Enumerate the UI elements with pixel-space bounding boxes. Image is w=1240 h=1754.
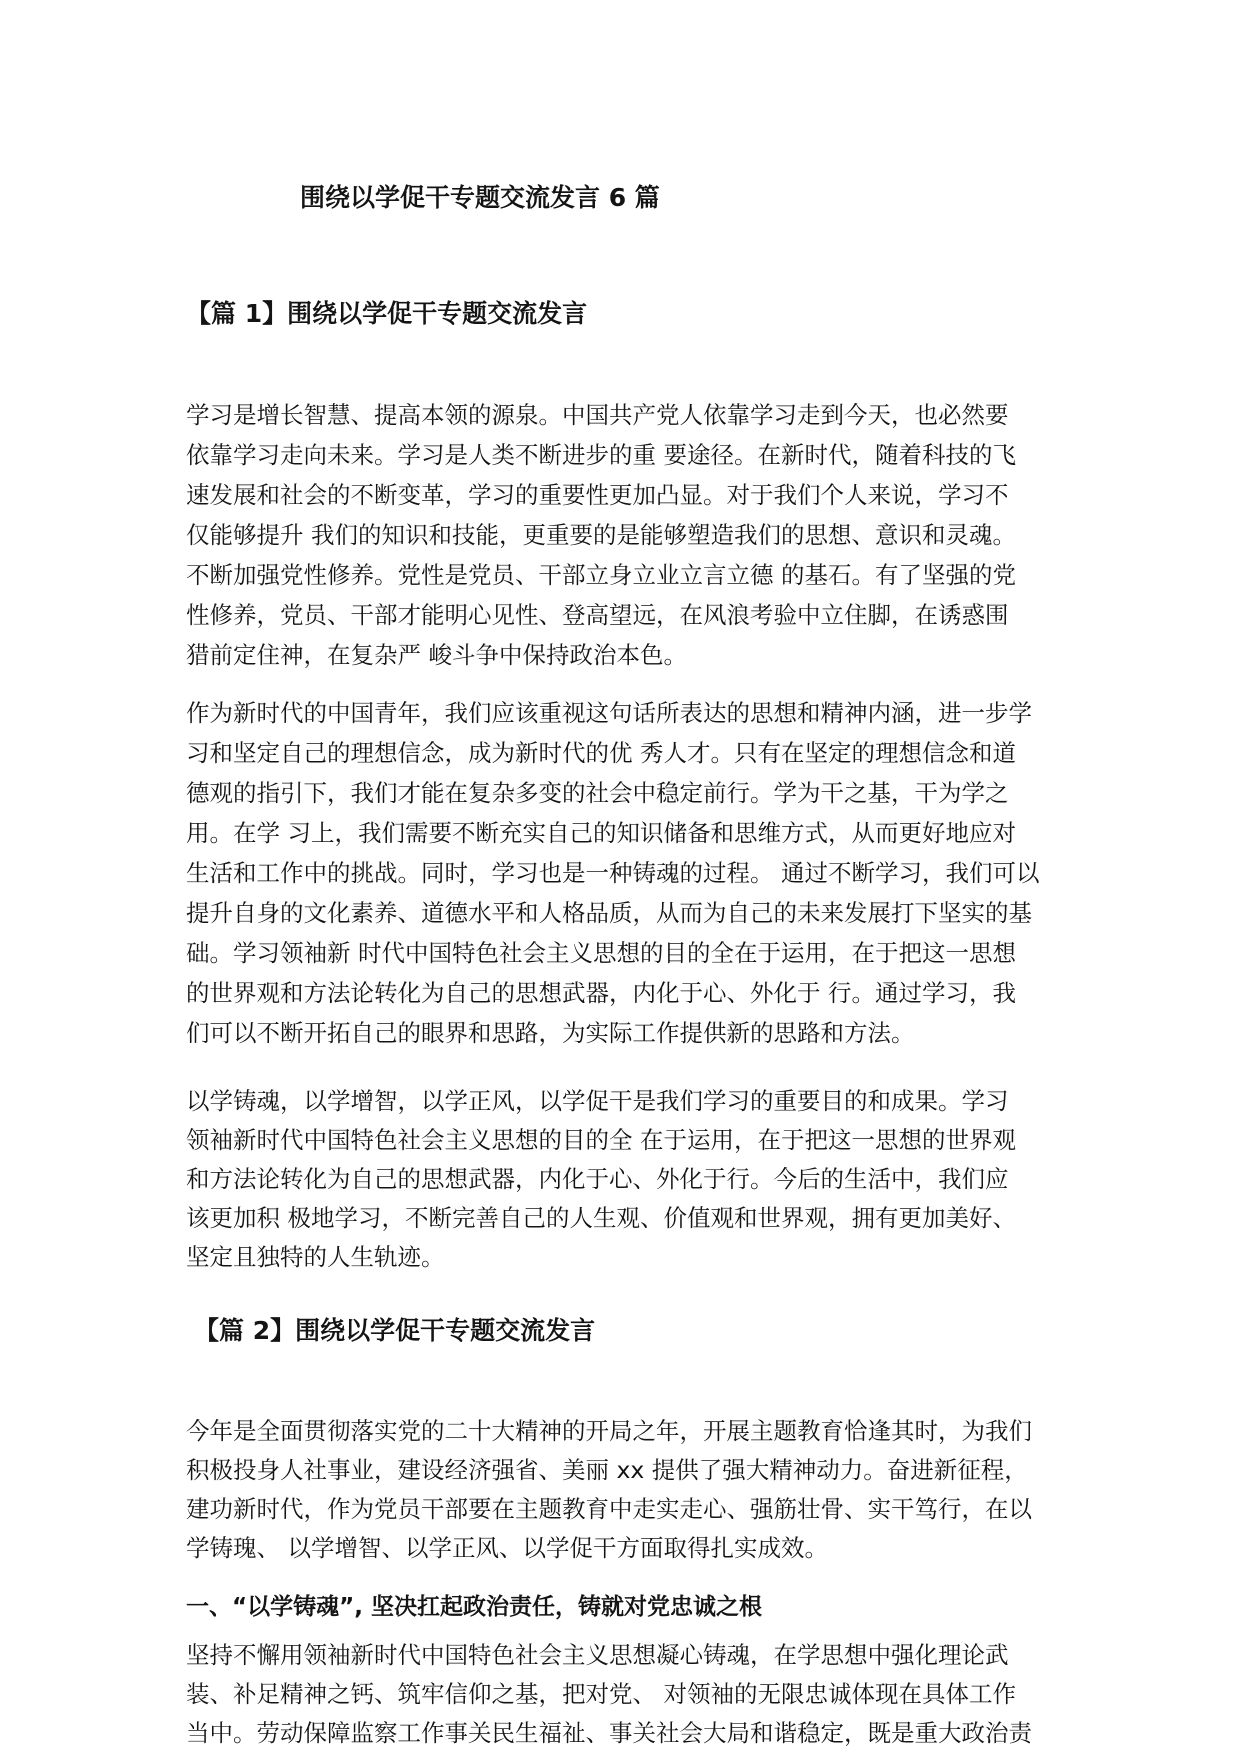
section-1-paragraph-3 [186,1082,1016,1277]
text-line: 坚持不懈用领袖新时代中国特色社会主义思想凝心铸魂，在学思想中强化理论武 [186,1641,1009,1669]
text-line: 不断加强党性修养。党性是党员、干部立身立业立言立德 的基石。有了坚强的党 [186,561,1016,589]
text-line: 该更加积 极地学习，不断完善自己的人生观、价值观和世界观，拥有更加美好、 [186,1204,1016,1232]
text-line: 今年是全面贯彻落实党的二十大精神的开局之年，开展主题教育恰逢其时，为我们 [186,1417,1032,1445]
text-line: 建功新时代，作为党员干部要在主题教育中走实走心、强筋壮骨、实干笃行，在以 [186,1495,1032,1523]
text-line: 的世界观和方法论转化为自己的思想武器，内化于心、外化于 行。通过学习，我 [186,979,1016,1007]
document-title: 围绕以学促干专题交流发言 6 篇 [300,183,660,212]
section-2-heading: 【篇 2】围绕以学促干专题交流发言 [194,1316,596,1345]
section-2-subheading: 一、“以学铸魂”, 坚决扛起政治责任，铸就对党忠诚之根 [186,1594,762,1620]
section-1-heading: 【篇 1】围绕以学促干专题交流发言 [186,299,588,328]
text-line: 用。在学 习上，我们需要不断充实自己的知识储备和思维方式，从而更好地应对 [186,819,1016,847]
text-line: 学习是增长智慧、提高本领的源泉。中国共产党人依靠学习走到今天，也必然要 [186,401,1009,429]
section-1-paragraph-2 [186,693,1039,1053]
section-2-paragraph-1 [186,1412,1032,1568]
text-line: 猎前定住神，在复杂严 峻斗争中保持政治本色。 [186,641,687,669]
text-line: 积极投身人社事业，建设经济强省、美丽 xx 提供了强大精神动力。奋进新征程， [186,1456,1028,1484]
text-line: 和方法论转化为自己的思想武器，内化于心、外化于行。今后的生活中，我们应 [186,1165,1009,1193]
text-line: 仅能够提升 我们的知识和技能，更重要的是能够塑造我们的思想、意识和灵魂。 [186,521,1016,549]
text-line: 速发展和社会的不断变革，学习的重要性更加凸显。对于我们个人来说，学习不 [186,481,1009,509]
text-line: 当中。劳动保障监察工作事关民生福祉、事关社会大局和谐稳定，既是重大政治责 [186,1719,1032,1747]
text-line: 生活和工作中的挑战。同时，学习也是一种铸魂的过程。 通过不断学习，我们可以 [186,859,1040,887]
text-line: 提升自身的文化素养、道德水平和人格品质，从而为自己的未来发展打下坚实的基 [186,899,1032,927]
text-line: 性修养，党员、干部才能明心见性、登高望远，在风浪考验中立住脚，在诱惑围 [186,601,1009,629]
text-line: 学铸瑰、 以学增智、以学正风、以学促干方面取得扎实成效。 [186,1534,828,1562]
text-line: 习和坚定自己的理想信念，成为新时代的优 秀人才。只有在坚定的理想信念和道 [186,739,1016,767]
text-line: 依靠学习走向未来。学习是人类不断进步的重 要途径。在新时代，随着科技的飞 [186,441,1016,469]
text-line: 坚定且独特的人生轨迹。 [186,1243,445,1271]
text-line: 领袖新时代中国特色社会主义思想的目的全 在于运用，在于把这一思想的世界观 [186,1126,1016,1154]
text-line: 德观的指引下，我们才能在复杂多变的社会中稳定前行。学为干之基，干为学之 [186,779,1009,807]
text-line: 础。学习领袖新 时代中国特色社会主义思想的目的全在于运用，在于把这一思想 [186,939,1016,967]
text-line: 以学铸魂，以学增智，以学正风，以学促干是我们学习的重要目的和成果。学习 [186,1087,1009,1115]
section-1-paragraph-1 [186,395,1016,675]
section-2-subparagraph [186,1636,1032,1753]
text-line: 装、补足精神之钙、筑牢信仰之基，把对党、 对领袖的无限忠诚体现在具体工作 [186,1680,1016,1708]
text-line: 们可以不断开拓自己的眼界和思路，为实际工作提供新的思路和方法。 [186,1019,915,1047]
text-line: 作为新时代的中国青年，我们应该重视这句话所表达的思想和精神内涵，进一步学 [186,699,1032,727]
